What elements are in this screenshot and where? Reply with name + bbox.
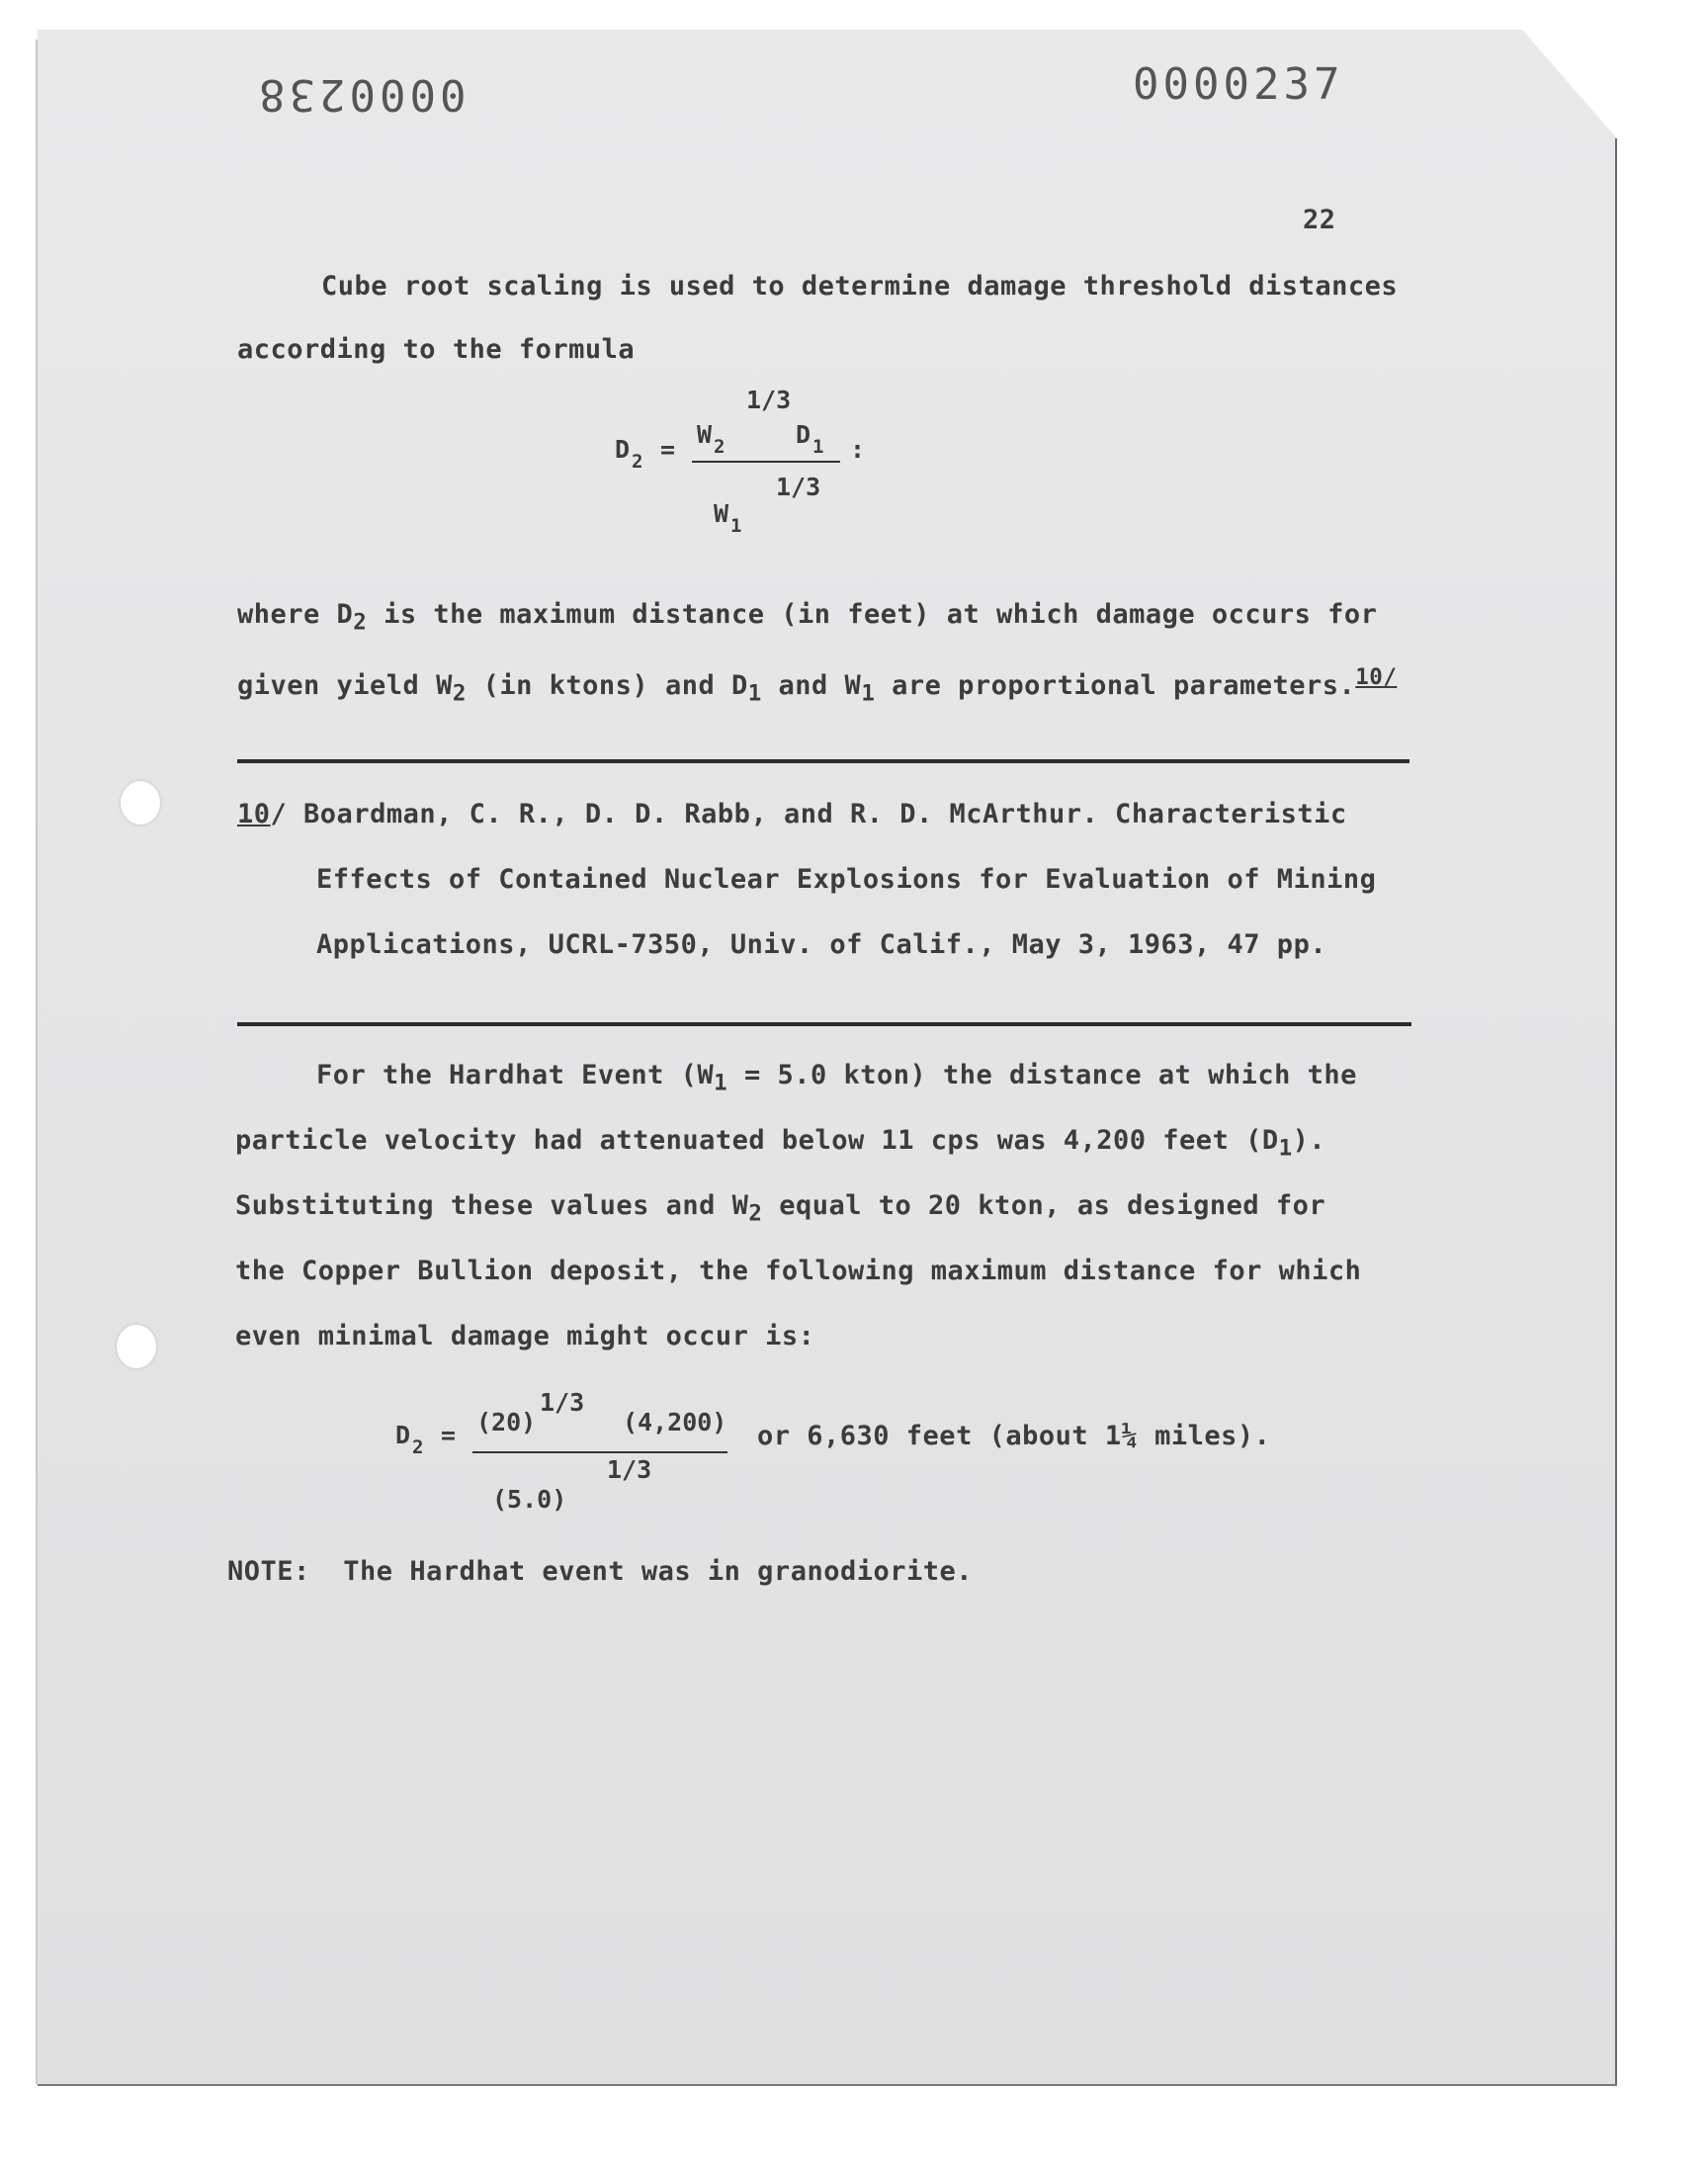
para2-line-4: the Copper Bullion deposit, the following maximum distance for which <box>235 1256 1362 1286</box>
formula-result-text: or 6,630 feet (about 1¼ miles). <box>757 1421 1271 1451</box>
para2-line-5: even minimal damage might occur is: <box>235 1321 815 1351</box>
note-label: NOTE: <box>227 1556 310 1587</box>
where-line-1: where $D_2$ is the maximum distance (in feet) at which damage occurs for <box>237 599 1378 636</box>
page-stamp: 0000237 <box>1133 59 1344 110</box>
fraction-bar <box>692 461 840 463</box>
para2-line-1: For the Hardhat Event ($W_1 = 5.0$ kton) the distance at which the <box>316 1060 1357 1096</box>
footnote-reference: 10/ <box>1355 664 1398 690</box>
para2-line-2: particle velocity had attenuated below 11 cps was 4,200 feet $(D_1)$. <box>235 1125 1326 1162</box>
page-edge-right <box>1615 138 1617 2084</box>
note <box>227 1556 973 1587</box>
para2-line-3: Substituting these values and $W_2$ equal to 20 kton, as designed for <box>235 1190 1326 1227</box>
punch-hole-lower <box>117 1325 156 1368</box>
where-line-2: given yield $W_2$ (in ktons) and $D_1$ and $W_1$ are proportional parameters.$^{10/}$ <box>237 664 1398 707</box>
note-text: The Hardhat event was in granodiorite. <box>343 1556 974 1587</box>
intro-line-1: Cube root scaling is used to determine damage threshold distances <box>321 271 1399 302</box>
intro-line-2: according to the formula <box>237 334 636 365</box>
footnote-line-2: Effects of Contained Nuclear Explosions for Evaluation of Mining <box>316 864 1377 895</box>
footnote-divider-bottom <box>237 1022 1411 1026</box>
punch-hole-upper <box>121 781 160 825</box>
fraction-bar <box>472 1451 727 1453</box>
footnote-line-3: Applications, UCRL-7350, Univ. of Calif., May 3, 1963, 47 pp. <box>316 929 1327 960</box>
page-edge-left <box>36 40 38 2084</box>
page-edge-bottom <box>38 2084 1617 2086</box>
footnote-divider-top <box>237 759 1409 763</box>
page-stamp-upside-down: 0000238 <box>255 69 467 120</box>
page-number: 22 <box>1303 205 1336 235</box>
footnote-line-1: 10/ Boardman, C. R., D. D. Rabb, and R. D. McArthur. Characteristic <box>237 799 1347 829</box>
